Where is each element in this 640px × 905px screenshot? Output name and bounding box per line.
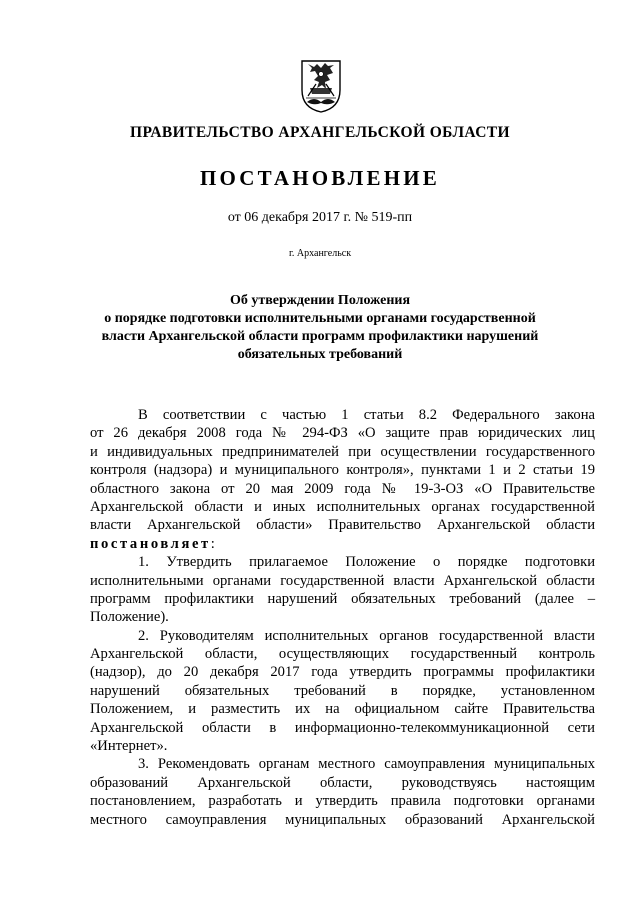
resolves-colon: : [210, 535, 215, 552]
item2-line: 2. Руководителям исполнительных органов государственной власти [138, 627, 595, 644]
item3-line: образований Архангельской области, руководствуясь настоящим [90, 774, 595, 791]
government-title: ПРАВИТЕЛЬСТВО АРХАНГЕЛЬСКОЙ ОБЛАСТИ [129, 124, 510, 141]
preamble-line: и индивидуальных предпринимателей при осуществлении государственного [90, 443, 595, 460]
coat-of-arms-icon [300, 58, 342, 114]
item1-line: программ профилактики нарушений обязательных требований (далее – [90, 590, 595, 607]
item2-line: Архангельской области, осуществляющих государственный контроль [90, 646, 595, 663]
preamble-line: областного закона от 20 мая 2009 года № 19-3-ОЗ «О Правительстве [90, 480, 595, 497]
subject-line: о порядке подготовки исполнительными органами государственной [104, 311, 536, 326]
subject-line: обязательных требований [237, 347, 403, 362]
document-city: г. Архангельск [288, 248, 352, 259]
item1-line: 1. Утвердить прилагаемое Положение о порядке подготовки [138, 554, 595, 571]
subject-line: власти Архангельской области программ профилактики нарушений [101, 329, 539, 344]
item2-line: Архангельской области в информационно-телекоммуникационной сети [90, 719, 595, 736]
document-subject [90, 292, 550, 364]
preamble-line: Архангельской области и иных исполнительных органах государственной [90, 498, 595, 515]
document-body [90, 406, 595, 829]
preamble-line: от 26 декабря 2008 года № 294-ФЗ «О защите прав юридических лиц [90, 425, 595, 442]
item3-line: постановлением, разработать и утвердить правила подготовки органами [90, 793, 595, 810]
item1-line: исполнительными органами государственной власти Архангельской области [90, 572, 595, 589]
preamble-line: власти Архангельской области» Правительство Архангельской области [90, 517, 595, 534]
document-type: ПОСТАНОВЛЕНИЕ [199, 166, 441, 190]
preamble-line: В соответствии с частью 1 статьи 8.2 Федерального закона [138, 407, 595, 423]
item3-line: местного самоуправления муниципальных образований Архангельской [90, 811, 595, 828]
item1-line: Положение). [90, 609, 169, 626]
item2-line: «Интернет». [90, 738, 168, 755]
item2-line: (надзор), до 20 декабря 2017 года утвердить программы профилактики [90, 664, 595, 681]
item3-line: 3. Рекомендовать органам местного самоуправления муниципальных [138, 756, 595, 773]
item2-line: нарушений обязательных требований в порядке, установленном [90, 682, 595, 699]
subject-line: Об утверждении Положения [229, 293, 411, 308]
resolves-word: постановляет [90, 535, 211, 552]
item2-line: Положением, и разместить их на официальном сайте Правительства [90, 701, 595, 718]
resolves-line [90, 535, 595, 553]
document-date-number: от 06 декабря 2017 г. № 519-пп [227, 210, 413, 225]
preamble-line: контроля (надзора) и муниципального контроля», пунктами 1 и 2 статьи 19 [90, 462, 595, 479]
